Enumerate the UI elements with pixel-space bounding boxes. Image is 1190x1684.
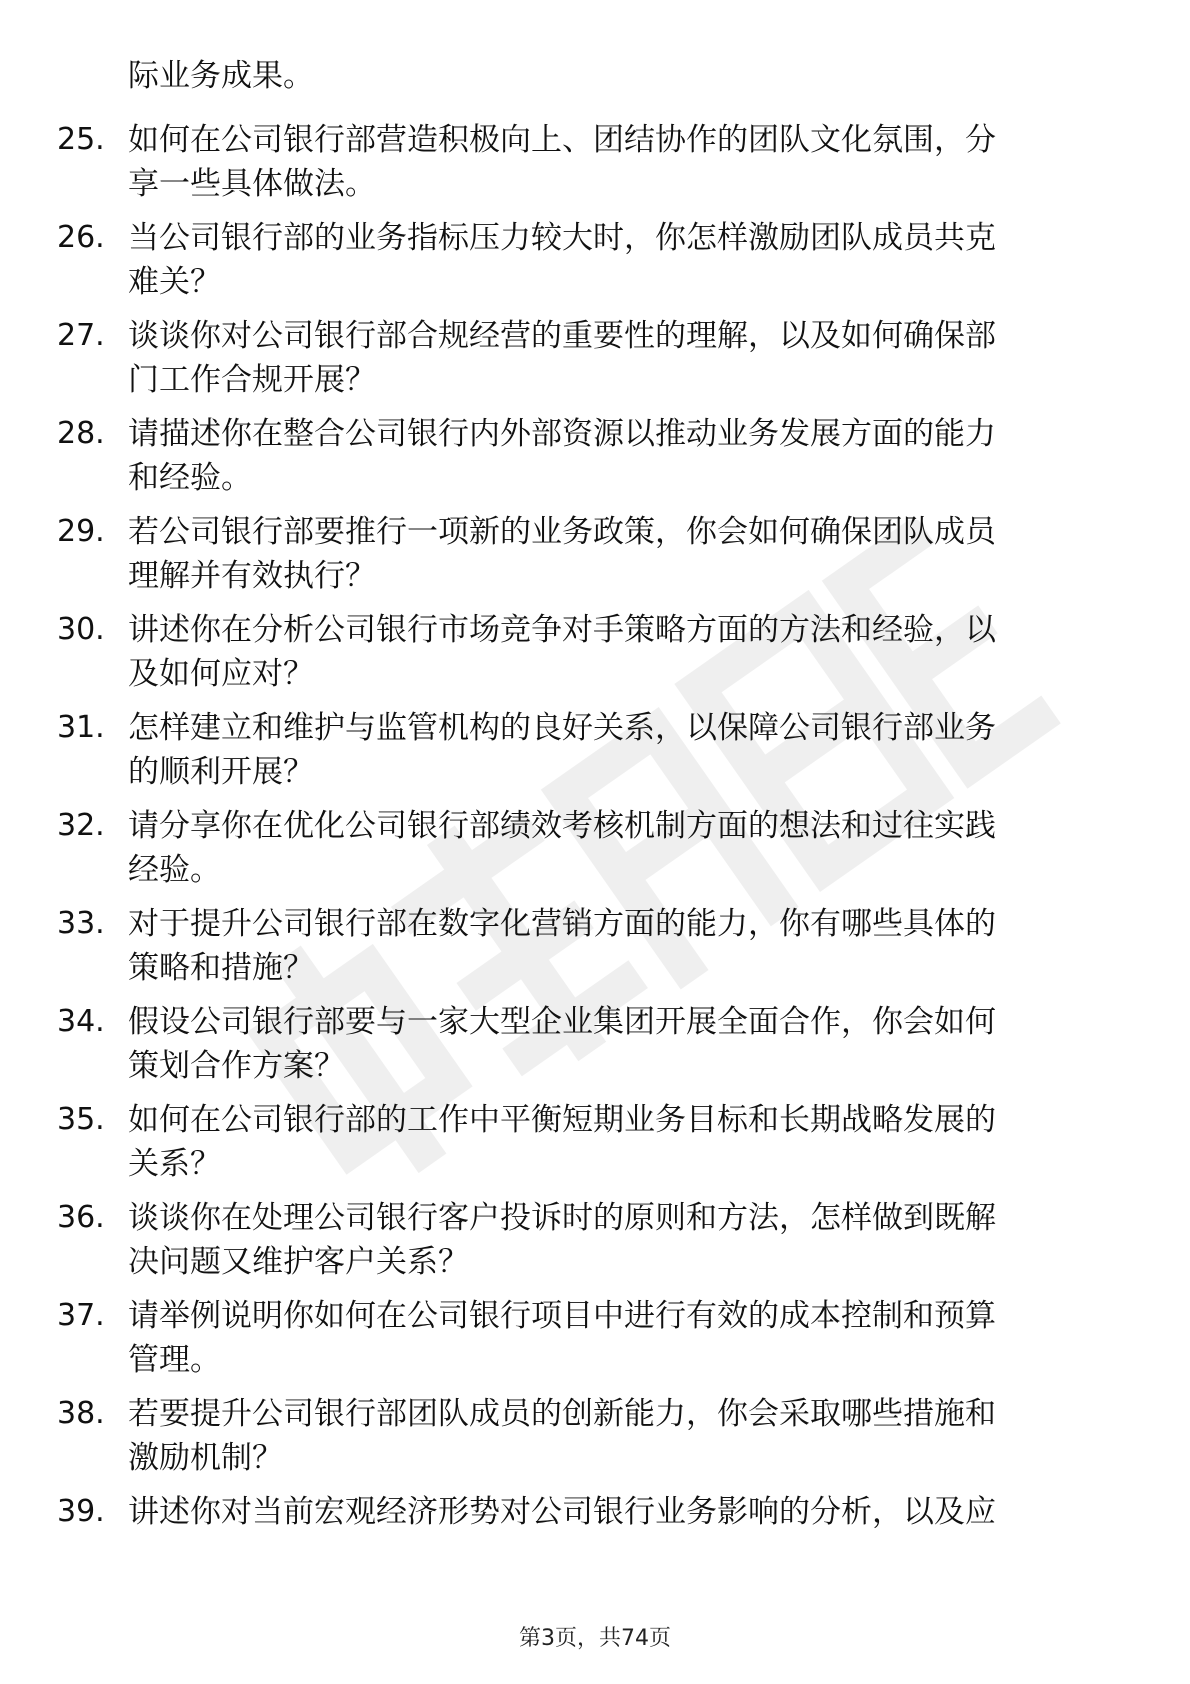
question-line: 若要提升公司银行部团队成员的创新能力，你会采取哪些措施和	[128, 1396, 996, 1432]
list-item	[0, 804, 1190, 892]
list-item	[0, 1098, 1190, 1186]
question-line: 如何在公司银行部的工作中平衡短期业务目标和长期战略发展的	[128, 1102, 996, 1138]
question-number: 37.	[57, 1298, 105, 1333]
list-item	[0, 608, 1190, 696]
question-line: 门工作合规开展？	[128, 362, 376, 398]
question-number: 36.	[57, 1200, 105, 1235]
question-number: 26.	[57, 220, 105, 255]
question-text	[128, 118, 1118, 206]
question-line: 策略和措施？	[128, 950, 314, 986]
question-text	[128, 608, 1118, 696]
question-line: 决问题又维护客户关系？	[128, 1244, 469, 1280]
list-item	[0, 1294, 1190, 1382]
question-line: 如何在公司银行部营造积极向上、团结协作的团队文化氛围，分	[128, 122, 996, 158]
question-number: 35.	[57, 1102, 105, 1137]
question-line: 激励机制？	[128, 1440, 283, 1476]
question-number: 28.	[57, 416, 105, 451]
question-line: 和经验。	[128, 460, 252, 496]
list-item	[0, 1196, 1190, 1284]
list-item	[0, 902, 1190, 990]
question-line: 难关？	[128, 264, 221, 300]
question-text	[128, 216, 1118, 304]
question-line: 策划合作方案？	[128, 1048, 345, 1084]
question-line: 理解并有效执行？	[128, 558, 376, 594]
question-number: 25.	[57, 122, 105, 157]
question-number: 33.	[57, 906, 105, 941]
question-line: 若公司银行部要推行一项新的业务政策，你会如何确保团队成员	[128, 514, 996, 550]
question-line: 对于提升公司银行部在数字化营销方面的能力，你有哪些具体的	[128, 906, 996, 942]
question-number: 39.	[57, 1494, 105, 1529]
question-line: 谈谈你对公司银行部合规经营的重要性的理解，以及如何确保部	[128, 318, 996, 354]
list-item	[0, 412, 1190, 500]
question-text	[128, 902, 1118, 990]
list-item	[0, 216, 1190, 304]
question-line: 经验。	[128, 852, 221, 888]
question-line: 假设公司银行部要与一家大型企业集团开展全面合作，你会如何	[128, 1004, 996, 1040]
list-item	[0, 706, 1190, 794]
question-text	[128, 510, 1118, 598]
question-number: 31.	[57, 710, 105, 745]
question-line: 请描述你在整合公司银行内外部资源以推动业务发展方面的能力	[128, 416, 996, 452]
continued-text: 际业务成果。	[128, 58, 314, 94]
question-line: 关系？	[128, 1146, 221, 1182]
question-number: 27.	[57, 318, 105, 353]
question-line: 怎样建立和维护与监管机构的良好关系，以保障公司银行部业务	[128, 710, 996, 746]
list-item	[0, 1392, 1190, 1480]
list-item	[0, 314, 1190, 402]
question-text	[128, 804, 1118, 892]
question-number: 30.	[57, 612, 105, 647]
question-text	[128, 412, 1118, 500]
question-line: 请举例说明你如何在公司银行项目中进行有效的成本控制和预算	[128, 1298, 996, 1334]
question-number: 32.	[57, 808, 105, 843]
question-number: 34.	[57, 1004, 105, 1039]
question-text	[128, 1490, 1118, 1534]
question-line: 谈谈你在处理公司银行客户投诉时的原则和方法，怎样做到既解	[128, 1200, 996, 1236]
question-text	[128, 1392, 1118, 1480]
question-line: 讲述你对当前宏观经济形势对公司银行业务影响的分析，以及应	[128, 1494, 996, 1530]
question-line: 讲述你在分析公司银行市场竞争对手策略方面的方法和经验，以	[128, 612, 996, 648]
question-text	[128, 1294, 1118, 1382]
question-line: 享一些具体做法。	[128, 166, 376, 202]
page-footer: 第3页，共74页	[519, 1626, 671, 1651]
question-line: 请分享你在优化公司银行部绩效考核机制方面的想法和过往实践	[128, 808, 996, 844]
question-line: 及如何应对？	[128, 656, 314, 692]
question-text	[128, 1000, 1118, 1088]
question-line: 的顺利开展？	[128, 754, 314, 790]
question-number: 29.	[57, 514, 105, 549]
question-number: 38.	[57, 1396, 105, 1431]
list-item	[0, 1000, 1190, 1088]
list-item	[0, 1490, 1190, 1534]
question-line: 当公司银行部的业务指标压力较大时，你怎样激励团队成员共克	[128, 220, 996, 256]
question-list	[0, 118, 1190, 1544]
question-text	[128, 314, 1118, 402]
question-text	[128, 1098, 1118, 1186]
question-text	[128, 1196, 1118, 1284]
question-text	[128, 706, 1118, 794]
list-item	[0, 510, 1190, 598]
question-line: 管理。	[128, 1342, 221, 1378]
list-item	[0, 118, 1190, 206]
